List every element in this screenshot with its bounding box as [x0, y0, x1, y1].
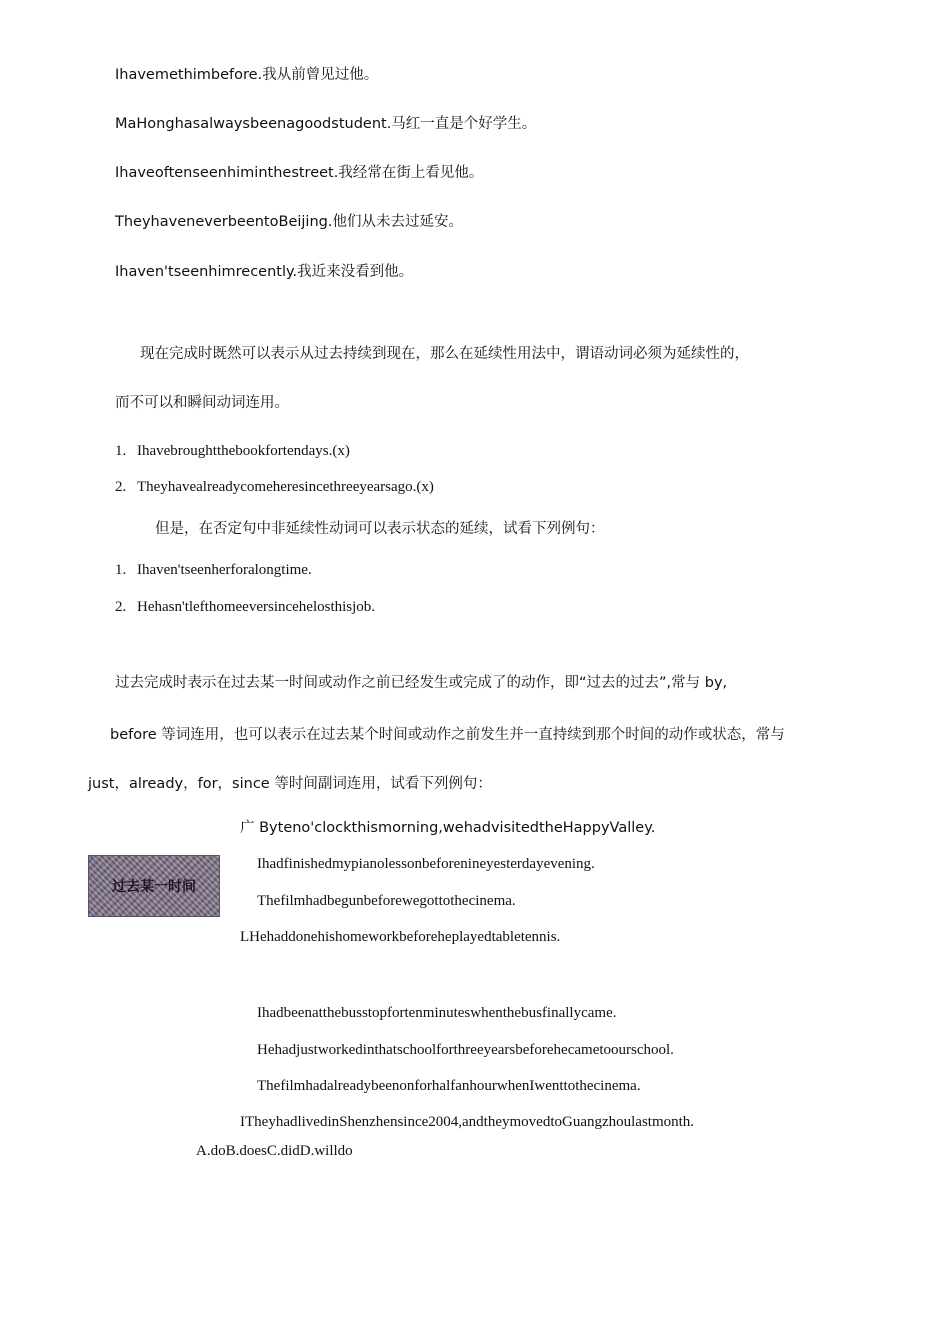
example-sentence: 广 Byteno'clockthismorning,wehadvisitedtheHappyValley.: [240, 820, 656, 836]
list-item: [115, 477, 434, 497]
paragraph-line: 而不可以和瞬间动词连用。: [115, 395, 289, 411]
example-sentence: TheyhaveneverbeentoBeijing.他们从未去过延安。: [115, 214, 463, 230]
list-number: 1.: [115, 562, 127, 578]
example-sentence: Hehadjustworkedinthatschoolforthreeyearsbeforehecametoourschool.: [257, 1042, 674, 1058]
example-sentence: Thefilmhadbegunbeforewegottothecinema.: [257, 893, 516, 909]
answer-options: A.doB.doesC.didD.willdo: [196, 1143, 353, 1159]
image-label: 过去某一时间: [112, 879, 196, 895]
paragraph-line: just，already，for，since 等时间副词连用，试看下列例句：: [88, 776, 492, 792]
list-number: 1.: [115, 443, 127, 459]
paragraph-line: 过去完成时表示在过去某一时间或动作之前已经发生或完成了的动作，即“过去的过去”,常与 by,: [115, 675, 728, 691]
paragraph-line: 现在完成时既然可以表示从过去持续到现在，那么在延续性用法中，谓语动词必须为延续性的，: [140, 346, 749, 362]
paragraph-line: before 等词连用，也可以表示在过去某个时间或动作之前发生并一直持续到那个时间的动作或状态，常与: [110, 727, 785, 743]
list-number: 2.: [115, 479, 127, 495]
note-line: 但是，在否定句中非延续性动词可以表示状态的延续，试看下列例句：: [155, 521, 605, 537]
example-sentence: ITheyhadlivedinShenzhensince2004,andtheymovedtoGuangzhoulastmonth.: [240, 1114, 695, 1130]
timeline-image: [88, 855, 220, 917]
example-sentence: Ihaveoftenseenhiminthestreet.我经常在街上看见他。: [115, 165, 484, 181]
example-sentence: Ihadfinishedmypianolessonbeforenineyesterdayevening.: [257, 856, 595, 872]
example-sentence: ThefilmhadalreadybeenonforhalfanhourwhenIwenttothecinema.: [257, 1078, 641, 1094]
list-text: Ihavebroughtthebookfortendays.(x): [137, 443, 350, 459]
example-sentence: MaHonghasalwaysbeenagoodstudent.马红一直是个好学生。: [115, 116, 537, 132]
example-sentence: LHehaddonehishomeworkbeforeheplayedtabletennis.: [240, 929, 561, 945]
example-sentence: Ihavemethimbefore.我从前曾见过他。: [115, 67, 379, 83]
list-item: [115, 560, 312, 580]
list-item: [115, 441, 350, 461]
list-text: Hehasn'tlefthomeeversincehelosthisjob.: [137, 599, 376, 615]
list-text: Theyhavealreadycomeheresincethreeyearsago.(x): [137, 479, 434, 495]
list-text: Ihaven'tseenherforalongtime.: [137, 562, 312, 578]
list-item: [115, 597, 375, 617]
example-sentence: Ihaven'tseenhimrecently.我近来没看到他。: [115, 264, 414, 280]
example-sentence: Ihadbeenatthebusstopfortenminuteswhenthebusfinallycame.: [257, 1005, 617, 1021]
list-number: 2.: [115, 599, 127, 615]
